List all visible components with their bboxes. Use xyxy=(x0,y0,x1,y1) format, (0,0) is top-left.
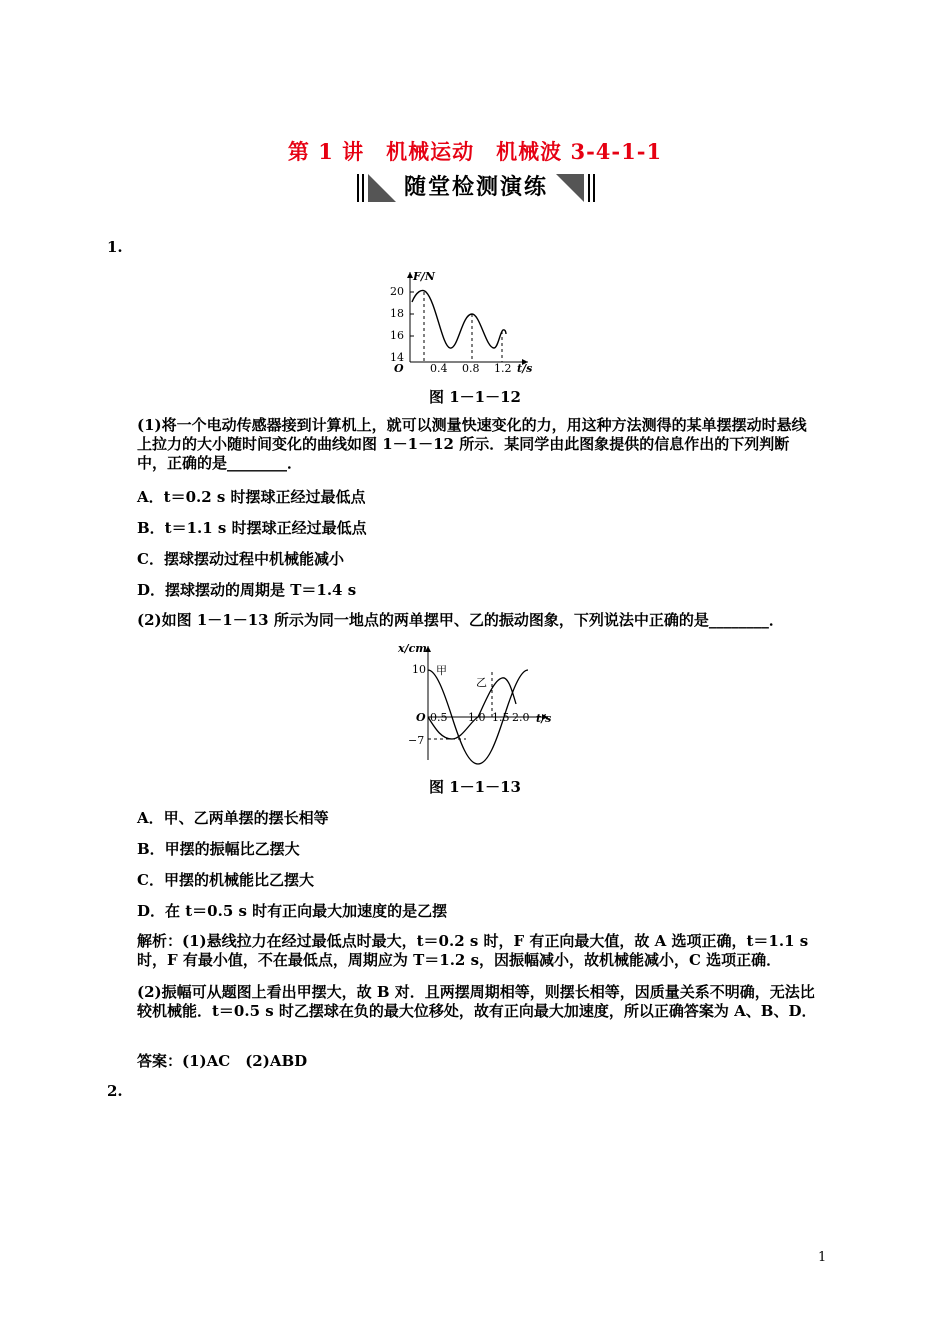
page-number: 1 xyxy=(818,1250,827,1265)
fig12-origin: O xyxy=(394,362,404,375)
fig13-xtick: 0.5 xyxy=(430,711,448,724)
fig12-ytick: 16 xyxy=(390,329,404,342)
fig13-xtick: 1.0 xyxy=(468,711,486,724)
fig13-xlabel: t/s xyxy=(536,712,552,725)
page-title: 第 1 讲 机械运动 机械波 3-4-1-1 xyxy=(287,139,663,164)
q1-analysis-part1: 解析：(1)悬线拉力在经过最低点时最大，t＝0.2 s 时，F 有正向最大值，故 A 选项正确，t＝1.1 s 时，F 有最小值，不在最低点，周期应为 T＝1.2 s，因振幅减小，故机械能减小，C 选项正确． xyxy=(137,932,809,969)
q1-part1-stem: (1)将一个电动传感器接到计算机上，就可以测量快速变化的力，用这种方法测得的某单摆摆动时悬线上拉力的大小随时间变化的曲线如图 1－1－12 所示．某同学由此图象提供的信息作出的下列判断中，正确的是________． xyxy=(137,416,807,472)
fig12-xlabel: t/s xyxy=(517,362,533,375)
fig12-ytick: 14 xyxy=(390,351,404,364)
section-banner xyxy=(356,172,596,204)
fig12-xtick: 0.4 xyxy=(430,362,448,375)
fig12-ylabel: F/N xyxy=(413,270,435,283)
fig13-xtick: 2.0 xyxy=(512,711,530,724)
q1-part1-option-a: A．t＝0.2 s 时摆球正经过最低点 xyxy=(137,488,366,506)
q1-part2-stem: (2)如图 1－1－13 所示为同一地点的两单摆甲、乙的振动图象，下列说法中正确的是________． xyxy=(137,611,784,629)
banner-text: 随堂检测演练 xyxy=(403,175,548,200)
question-number-2: 2. xyxy=(107,1082,123,1100)
q1-part1-option-b: B．t＝1.1 s 时摆球正经过最低点 xyxy=(137,519,367,537)
q1-part2-option-a: A．甲、乙两单摆的摆长相等 xyxy=(137,809,329,827)
figure-1-1-12 xyxy=(380,266,540,376)
fig12-ytick: 18 xyxy=(390,307,404,320)
q1-analysis-part2: (2)振幅可从题图上看出甲摆大，故 B 对．且两摆周期相等，则摆长相等，因质量关系不明确，无法比较机械能．t＝0.5 s 时乙摆球在负的最大位移处，故有正向最大加速度，所以正确答案为 A、B、D． xyxy=(137,983,817,1020)
fig12-xtick: 1.2 xyxy=(494,362,512,375)
fig13-ylabel: x/cm xyxy=(398,642,427,655)
q1-part1-option-c: C．摆球摆动过程中机械能减小 xyxy=(137,550,344,568)
fig12-force-curve xyxy=(412,290,506,348)
q1-part2-option-c: C．甲摆的机械能比乙摆大 xyxy=(137,871,314,889)
q1-part2-option-b: B．甲摆的振幅比乙摆大 xyxy=(137,840,300,858)
fig13-ytick-top: 10 xyxy=(412,663,426,676)
figure-1-1-13 xyxy=(396,640,556,765)
fig13-label-jia: 甲 xyxy=(436,664,447,677)
fig13-ytick-bottom: −7 xyxy=(408,734,425,747)
fig13-origin: O xyxy=(416,711,426,724)
question-number-1: 1. xyxy=(107,238,123,256)
figure-1-1-13-caption: 图 1－1－13 xyxy=(429,778,521,796)
fig13-label-yi: 乙 xyxy=(476,676,487,689)
q1-part1-option-d: D．摆球摆动的周期是 T＝1.4 s xyxy=(137,581,357,599)
figure-1-1-12-caption: 图 1－1－12 xyxy=(429,388,521,406)
q1-answer: 答案：(1)AC (2)ABD xyxy=(137,1052,308,1070)
fig12-xtick: 0.8 xyxy=(462,362,480,375)
q1-part2-option-d: D．在 t＝0.5 s 时有正向最大加速度的是乙摆 xyxy=(137,902,448,920)
fig12-ytick: 20 xyxy=(390,285,404,298)
fig13-xtick: 1.5 xyxy=(492,711,510,724)
